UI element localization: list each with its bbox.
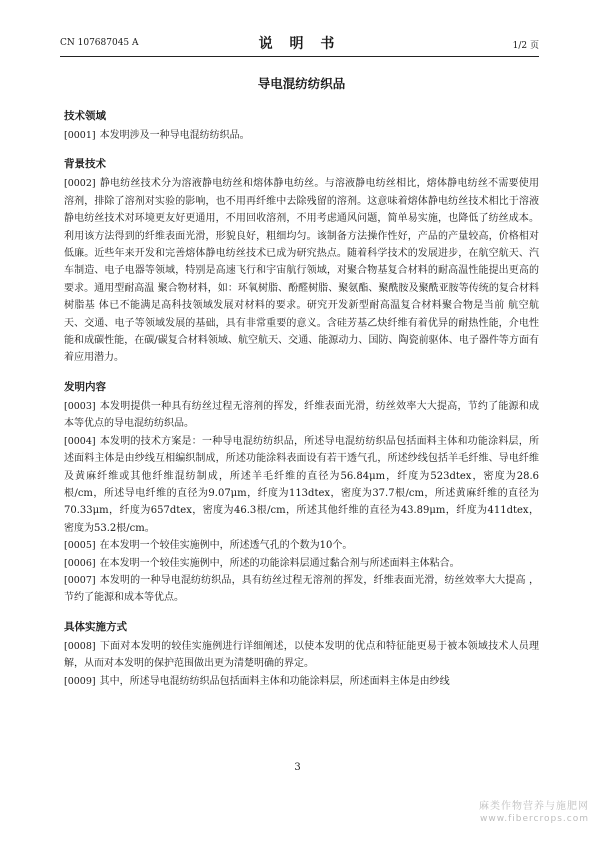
section-heading: 具体实施方式 <box>64 620 127 633</box>
paragraph <box>64 398 539 433</box>
paragraph-text: 下面对本发明的较佳实施例进行详细阐述，以使本发明的优点和特征能更易于被本领域技术人员理解，从而对本发明的保护范围做出更为清楚明确的界定。 <box>64 640 539 670</box>
section-heading: 背景技术 <box>64 158 106 171</box>
patent-number: CN 107687045 A <box>60 38 139 48</box>
paragraph <box>64 127 539 144</box>
document-type-title: 说 明 书 <box>258 36 341 52</box>
page-number: 3 <box>294 762 301 773</box>
paragraph-text: 本发明的技术方案是：一种导电混纺纺织品，所述导电混纺纺织品包括面料主体和功能涂料层，所述面料主体是由纱线互相编织制成，所述功能涂料表面设有若干透气孔，所述纱线包括羊毛纤维、导电纤维及黄麻纤维或其他纤维混纺制成，所述羊毛纤维的直径为56.84μm，纤度为523dtex，密度为28.6根/cm，所述导电纤维的直径为9.07μm，纤度为113dtex，密度为37.7根/cm，所述黄麻纤维的直径为70.33μm，纤度为657dtex，密度为46.3根/cm，所述其他纤维的直径为43.89μm，纤度为411dtex， 密度为53.2根/cm。 <box>64 435 539 534</box>
section-heading: 发明内容 <box>64 380 106 393</box>
paragraph <box>64 572 539 607</box>
paragraph-number: [0002] <box>64 178 96 190</box>
paragraph-number: [0004] <box>64 435 96 447</box>
section-heading: 技术领域 <box>64 110 106 122</box>
paragraph-text: 本发明涉及一种导电混纺纺织品。 <box>99 130 250 141</box>
paragraph-text: 本发明的一种导电混纺纺织品，具有纺丝过程无溶剂的挥发，纤维表面光滑，纺丝效率大大提高 ，节约了能源和成本等优点。 <box>64 574 539 604</box>
paragraph-text: 本发明提供一种具有纺丝过程无溶剂的挥发，纤维表面光滑，纺丝效率大大提高，节约了能源和成本等优点的导电混纺纺织品。 <box>64 400 539 430</box>
paragraph-number: [0007] <box>64 574 96 586</box>
paragraph-number: [0008] <box>64 640 96 652</box>
paragraph <box>64 555 539 572</box>
paragraph <box>64 175 539 366</box>
paragraph <box>64 673 539 690</box>
paragraph-number: [0009] <box>64 675 96 687</box>
paragraph-text: 在本发明一个较佳实施例中，所述的功能涂料层通过黏合剂与所述面料主体粘合。 <box>99 557 460 569</box>
paragraph-text: 静电纺丝技术分为溶液静电纺丝和熔体静电纺丝。与溶液静电纺丝相比，熔体静电纺丝不需要使用溶剂，排除了溶剂对实验的影响，也不用再纤维中去除残留的溶剂。这意味着熔体静电纺丝技术相比于溶液静电纺丝技术对环境更友好更通用，不用回收溶剂，不用考虑通风问题，简单易实施，也降低了纺丝成本。利用该方法得到的纤维表面光滑，形貌良好，粗细均匀。该制备方法操作性好，产品的产量较高，价格相对低廉。近些年来开发和完善熔体静电纺丝技术已成为研究热点。随着科学技术的发展进步，在航空航天、汽车制造、电子电器等领域，特别是高速飞行和宇宙航行领域，对聚合物基复合材料的耐高温性能提出更高的要求。通用型耐高温 聚合物材料，如：环氧树脂、酚醛树脂、聚氨酯、聚酰胺及聚酰亚胺等传统的复合材料树脂基 体已不能满足高科技领域发展对材料的要求。研究开发新型耐高温复合材料聚合物是当前 航空航天、交通、电子等领域发展的基础，具有非常重要的意义。含硅芳基乙炔纤维有着优异的耐热性能，介电性能和成碳性能，在碳/碳复合材料领域、航空航天、交通、能源动力、国防、陶瓷前驱体、电子器件等方面有着应用潜力。 <box>64 178 539 364</box>
paragraph <box>64 537 539 554</box>
paragraph-text: 在本发明一个较佳实施例中，所述透气孔的个数为10个。 <box>99 540 353 552</box>
header-divider <box>60 56 539 57</box>
watermark-url: www.fibercrops.com <box>480 814 589 824</box>
page-indicator: 1/2 页 <box>512 41 539 51</box>
document-title: 导电混纺纺织品 <box>257 76 346 91</box>
paragraph-text: 其中，所述导电混纺纺织品包括面料主体和功能涂料层，所述面料主体是由纱线 <box>99 675 450 687</box>
paragraph <box>64 638 539 673</box>
paragraph-number: [0001] <box>64 130 96 141</box>
page-header <box>60 32 539 54</box>
watermark-site-name: 麻类作物营养与施肥网 <box>479 801 589 812</box>
paragraph-number: [0006] <box>64 557 96 569</box>
paragraph-number: [0005] <box>64 540 96 552</box>
paragraph <box>64 433 539 537</box>
paragraph-number: [0003] <box>64 400 96 412</box>
watermark <box>479 797 589 824</box>
document-body <box>64 74 539 690</box>
